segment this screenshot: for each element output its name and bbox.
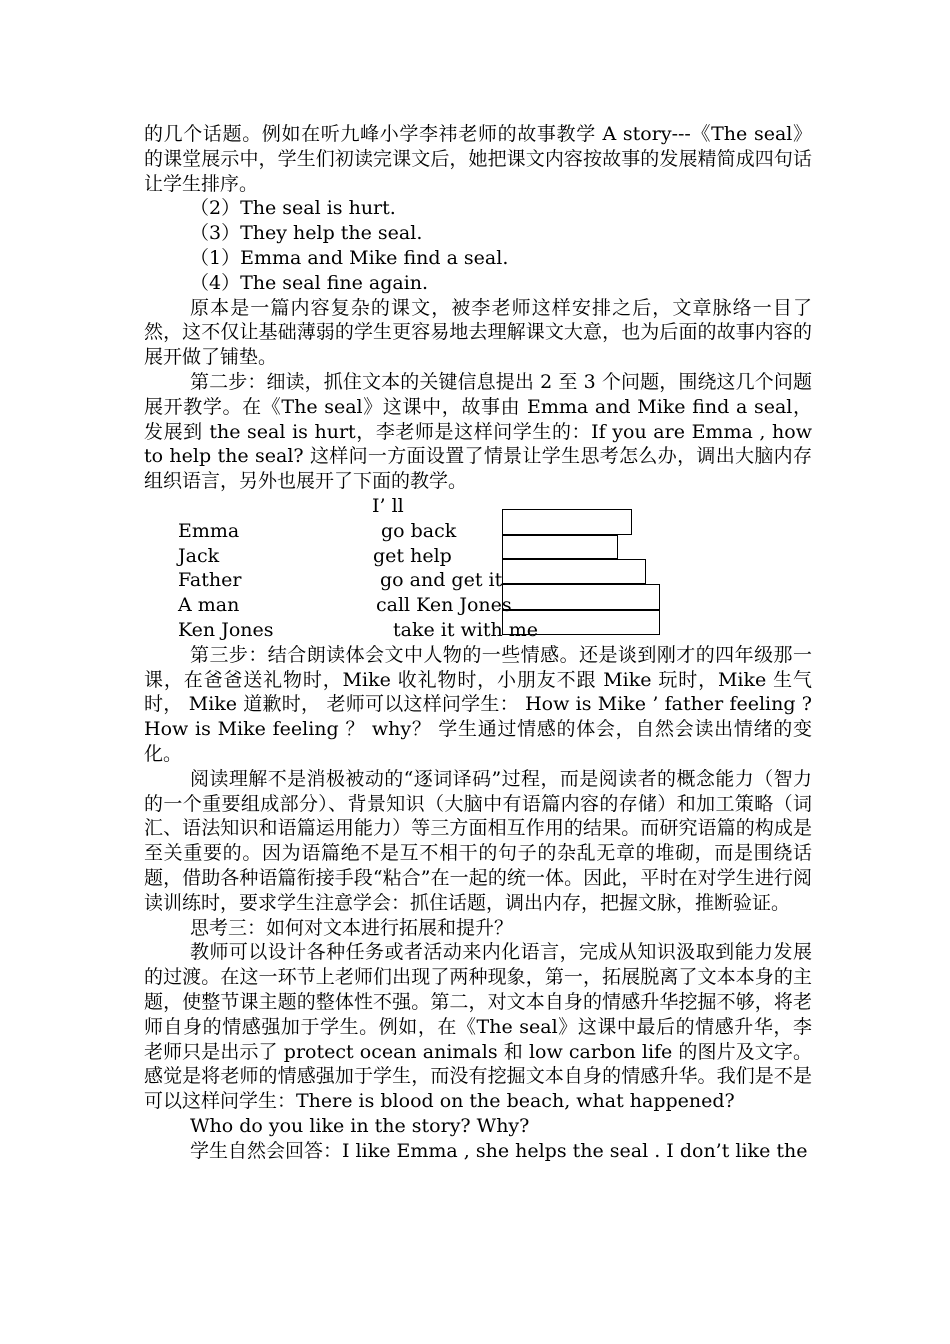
blank-box [502, 610, 660, 635]
role-name: Ken Jones [178, 618, 274, 641]
role-name: Father [178, 569, 242, 592]
role-action: go back [381, 519, 457, 542]
role-action-table [144, 494, 812, 643]
table-row [144, 519, 812, 544]
blank-box [502, 535, 618, 559]
blank-box [502, 559, 646, 584]
body-text [144, 122, 812, 1163]
role-name: A man [178, 594, 240, 617]
role-action: take it with me [393, 618, 539, 641]
table-header-ill: I’ ll [372, 494, 404, 517]
blank-box [502, 584, 660, 610]
order-item: （4）The seal fine again. [190, 271, 429, 294]
table-row [144, 593, 812, 618]
paragraph-question: Who do you like in the story? Why? [190, 1114, 530, 1137]
paragraph-step-two: 第二步：细读，抓住文本的关键信息提出 2 至 3 个问题，围绕这几个问题展开教学。在《The seal》这课中，故事由 Emma and Mike find a seal，发展到 the seal is hurt，李老师是这样问学生的：If you are Emma , how to help the seal? 这样问一方面设置了情景让学生思考怎么办，调出大脑内存组织语言，另外也展开了下面的教学。 [144, 370, 812, 493]
heading-reflection-three: 思考三：如何对文本进行拓展和提升？ [190, 916, 514, 939]
role-action: get help [373, 544, 452, 567]
table-row [144, 568, 812, 593]
paragraph-outline: 原本是一篇内容复杂的课文，被李老师这样安排之后，文章脉络一目了然，这不仅让基础薄弱的学生更容易地去理解课文大意，也为后面的故事内容的展开做了铺垫。 [144, 296, 812, 369]
order-item: （2）The seal is hurt. [190, 197, 396, 220]
paragraph-extension: 教师可以设计各种任务或者活动来内化语言，完成从知识汲取到能力发展的过渡。在这一环节上老师们出现了两种现象，第一，拓展脱离了文本本身的主题，使整节课主题的整体性不强。第二，对文本自身的情感升华挖掘不够，将老师自身的情感强加于学生。例如，在《The seal》这课中最后的情感升华，李老师只是出示了 protect ocean animals 和 low carbon life 的图片及文字。感觉是将老师的情感强加于学生，而没有挖掘文本自身的情感升华。我们是不是可以这样问学生：There is blood on the beach, what happened? [144, 941, 812, 1113]
role-name: Jack [178, 544, 220, 567]
role-action: go and get it [380, 569, 503, 592]
paragraph-reading-theory: 阅读理解不是消极被动的“逐词译码”过程，而是阅读者的概念能力（智力的一个重要组成部分）、背景知识（大脑中有语篇内容的存储）和加工策略（词汇、语法知识和语篇运用能力）等三方面相互作用的结果。而研究语篇的构成是至关重要的。因为语篇绝不是互不相干的句子的杂乱无章的堆砌，而是围绕话题，借助各种语篇衔接手段“粘合”在一起的统一体。因此，平时在对学生进行阅读训练时，要求学生注意学会：抓住话题，调出内存，把握文脉，推断验证。 [144, 767, 812, 914]
table-row [144, 618, 812, 643]
paragraph-student-answer: 学生自然会回答：I like Emma , she helps the seal . I don’t like the [190, 1139, 808, 1162]
order-item: （1）Emma and Mike find a seal. [190, 246, 509, 269]
order-item: （3）They help the seal. [190, 222, 423, 245]
role-action: call Ken Jones [376, 594, 512, 617]
blank-box [502, 509, 632, 535]
role-name: Emma [178, 519, 240, 542]
paragraph-step-three: 第三步：结合朗读体会文中人物的一些情感。还是谈到刚才的四年级那一课，在爸爸送礼物时，Mike 收礼物时，小朋友不跟 Mike 玩时，Mike 生气时， Mike 道歉时， 老师可以这样问学生： How is Mike ’ father feeling ? How is Mike feeling ？ why？ 学生通过情感的体会，自然会读出情绪的变化。 [144, 643, 812, 765]
paragraph-intro: 的几个话题。例如在听九峰小学李祎老师的故事教学 A story---《The seal》的课堂展示中，学生们初读完课文后，她把课文内容按故事的发展精简成四句话让学生排序。 [144, 123, 812, 195]
table-row [144, 544, 812, 569]
